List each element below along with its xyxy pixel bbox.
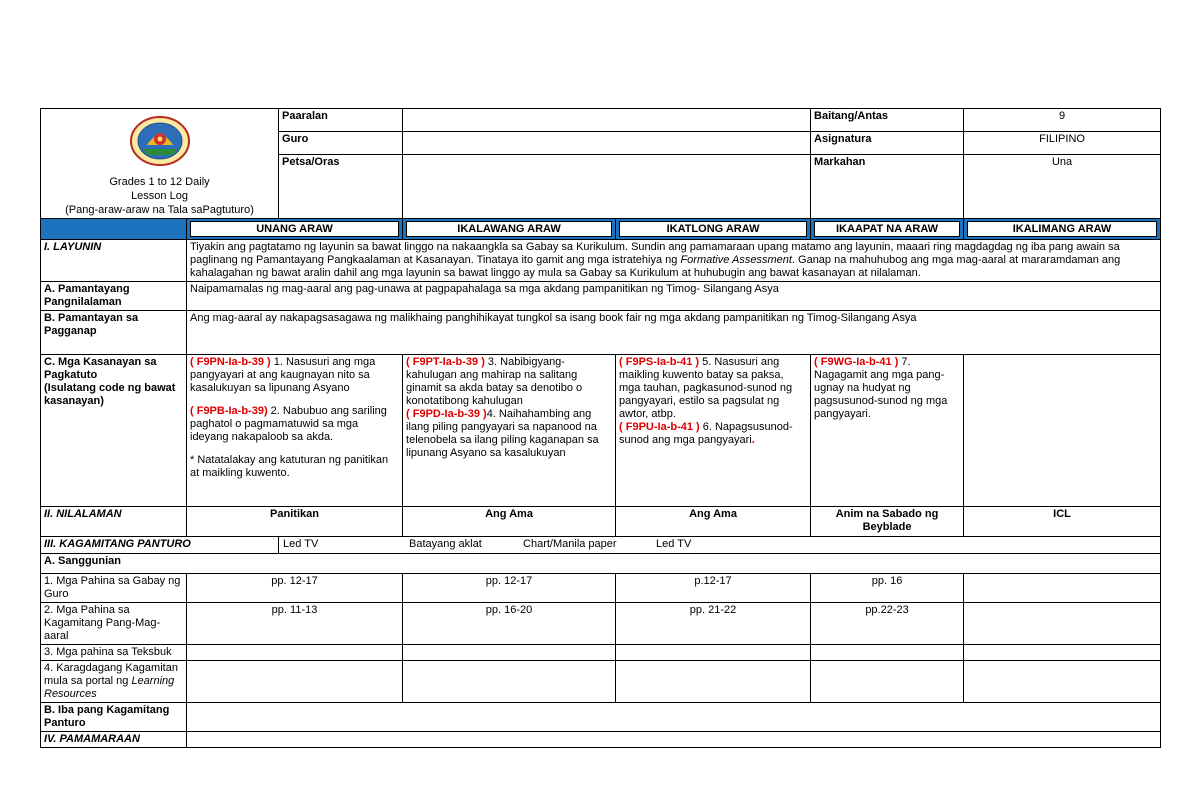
sanggunian-label: A. Sanggunian: [41, 554, 1161, 574]
pamantayan-pagganap-row: [41, 311, 1161, 355]
kagamitan-cell: [41, 537, 279, 554]
kagamitan-item-2: Batayang aklat: [409, 538, 482, 550]
pamantayang-nilalaman-text: Naipamamalas ng mag-aaral ang pag-unawa at pagpapahalaga sa mga akdang pampanitikan ng Timog- Silangang Asya: [187, 282, 1161, 311]
deped-seal-icon: [129, 115, 191, 167]
kagamitan-label: III. KAGAMITANG PANTURO: [44, 538, 191, 550]
pamantayang-nilalaman-label: A. Pamantayang Pangnilalaman: [41, 282, 187, 311]
kasanayan-row: [41, 355, 1161, 507]
pamantayan-pagganap-label: B. Pamantayan sa Pagganap: [41, 311, 187, 355]
pamamaraan-label: IV. PAMAMARAAN: [41, 732, 187, 748]
kasanayan-day5: [964, 355, 1161, 507]
nilalaman-row: [41, 507, 1161, 537]
kasanayan-day1: ( F9PN-Ia-b-39 ) 1. Nasusuri ang mga pangyayari at ang kaugnayan nito sa kasalukuyan sa lipunang Asyano ( F9PB-Ia-b-39) 2. Nabubuo ang sariling paghatol o pagmamatuwid sa mga ideyang nakapaloob sa akda. * Natatalakay ang katuturan ng panitikan at maikling kuwento.: [187, 355, 403, 507]
kasanayan-day3: ( F9PS-Ia-b-41 ) 5. Nasusuri ang maikling kuwento batay sa paksa, mga tauhan, pagkasunod-sunod ng pangyayari, estilo sa pagsulat ng awtor, atbp. ( F9PU-Ia-b-41 ) 6. Napagsusunod-sunod ang mga pangyayari.: [616, 355, 811, 507]
kasanayan-label: C. Mga Kasanayan sa Pagkatuto (Isulatang code ng bawat kasanayan): [41, 355, 187, 507]
kagamitan-row: [41, 537, 1161, 554]
pamamaraan-row: [41, 732, 1161, 748]
asignatura-label: Asignatura: [811, 132, 964, 155]
kasanayan-day4: ( F9WG-Ia-b-41 ) 7. Nagagamit ang mga pang-ugnay na hudyat ng pagsusunod-sunod ng mga pangyayari.: [811, 355, 964, 507]
kagamitan-items: [279, 537, 1161, 554]
kagamitan-item-4: Led TV: [656, 538, 692, 550]
petsa-value[interactable]: [403, 155, 811, 219]
logo-subtitle: Lesson Log: [131, 190, 188, 202]
gabay-guro-day3: p.12-17: [616, 574, 811, 603]
days-header-row: [41, 219, 1161, 240]
kagamitang-pangmag-row: [41, 603, 1161, 645]
pamantayang-nilalaman-row: [41, 282, 1161, 311]
logo-title: Grades 1 to 12 Daily: [109, 176, 210, 188]
paaralan-value[interactable]: [403, 109, 811, 132]
kagamitang-pangmag-day2: pp. 16-20: [403, 603, 616, 645]
header-row-paaralan: [41, 109, 1161, 132]
kagamitang-pangmag-day1: pp. 11-13: [187, 603, 403, 645]
gabay-guro-day4: pp. 16: [811, 574, 964, 603]
layunin-text: Tiyakin ang pagtatamo ng layunin sa bawat linggo na nakaangkla sa Gabay sa Kurikulum. Sundin ang pamamaraan upang matamo ang layunin, maaari ring magdagdag ng iba pang awain sa paglinang ng Pamantayang Pangkaalaman at Kasanayan. Tinataya ito gamit ang mga istratehiya ng Formative Assessment. Ganap na mahuhubog ang mga mag-aaral at mararamdaman ang kahalagahan ng bawat aralin dahil ang mga layunin sa bawat linggo ay mula sa Gabay sa Kurikulum at huhubugin ang bawat kasanayan at nilalaman.: [187, 240, 1161, 282]
lesson-log-table: [40, 108, 1161, 748]
pamantayan-pagganap-text: Ang mag-aaral ay nakapagsasagawa ng malikhaing panghihikayat tungkol sa isang book fair ng mga akdang pampanitikan ng Timog-Silangang Asya: [187, 311, 1161, 355]
days-corner: [41, 219, 187, 240]
nilalaman-label: II. NILALAMAN: [41, 507, 187, 537]
iba-pang-label: B. Iba pang Kagamitang Panturo: [41, 703, 187, 732]
kagamitan-item-1: Led TV: [283, 538, 319, 550]
day-header-4: IKAAPAT NA ARAW: [811, 219, 964, 240]
gabay-guro-row: [41, 574, 1161, 603]
kagamitang-pangmag-day5: [964, 603, 1161, 645]
markahan-label: Markahan: [811, 155, 964, 219]
logo-cell: [41, 109, 279, 219]
baitang-value: 9: [964, 109, 1161, 132]
nilalaman-day2: Ang Ama: [403, 507, 616, 537]
day-header-5: IKALIMANG ARAW: [964, 219, 1161, 240]
kagamitang-pangmag-label: 2. Mga Pahina sa Kagamitang Pang-Mag-aaral: [41, 603, 187, 645]
layunin-row: [41, 240, 1161, 282]
logo-subtitle-2: (Pang-araw-araw na Tala saPagtuturo): [65, 204, 254, 216]
day-header-1: UNANG ARAW: [187, 219, 403, 240]
gabay-guro-day5: [964, 574, 1161, 603]
teksbuk-label: 3. Mga pahina sa Teksbuk: [41, 645, 187, 661]
gabay-guro-day2: pp. 12-17: [403, 574, 616, 603]
kagamitang-pangmag-day4: pp.22-23: [811, 603, 964, 645]
baitang-label: Baitang/Antas: [811, 109, 964, 132]
markahan-value: Una: [964, 155, 1161, 219]
karagdagang-row: [41, 661, 1161, 703]
gabay-guro-day1: pp. 12-17: [187, 574, 403, 603]
nilalaman-day3: Ang Ama: [616, 507, 811, 537]
nilalaman-day5: ICL: [964, 507, 1161, 537]
paaralan-label: Paaralan: [279, 109, 403, 132]
lesson-log-sheet: [40, 108, 1160, 748]
petsa-label: Petsa/Oras: [279, 155, 403, 219]
nilalaman-day4: Anim na Sabado ng Beyblade: [811, 507, 964, 537]
layunin-label: I. LAYUNIN: [41, 240, 187, 282]
day-header-3: IKATLONG ARAW: [616, 219, 811, 240]
karagdagang-label: 4. Karagdagang Kagamitan mula sa portal ng Learning Resources: [41, 661, 187, 703]
day-header-2: IKALAWANG ARAW: [403, 219, 616, 240]
kagamitang-pangmag-day3: pp. 21-22: [616, 603, 811, 645]
asignatura-value: FILIPINO: [964, 132, 1161, 155]
kagamitan-item-3: Chart/Manila paper: [523, 538, 617, 550]
guro-value[interactable]: [403, 132, 811, 155]
sanggunian-row: [41, 554, 1161, 574]
kasanayan-day2: ( F9PT-Ia-b-39 ) 3. Nabibigyang-kahulugan ang mahirap na salitang ginamit sa akda batay sa denotibo o konotatibong kahulugan ( F9PD-Ia-b-39 )4. Naihahambing ang ilang piling pangyayari sa napanood na telenobela sa ilang piling kaganapan sa lipunang Asyano sa kasalukuyan: [403, 355, 616, 507]
teksbuk-row: [41, 645, 1161, 661]
nilalaman-day1: Panitikan: [187, 507, 403, 537]
guro-label: Guro: [279, 132, 403, 155]
gabay-guro-label: 1. Mga Pahina sa Gabay ng Guro: [41, 574, 187, 603]
iba-pang-row: [41, 703, 1161, 732]
